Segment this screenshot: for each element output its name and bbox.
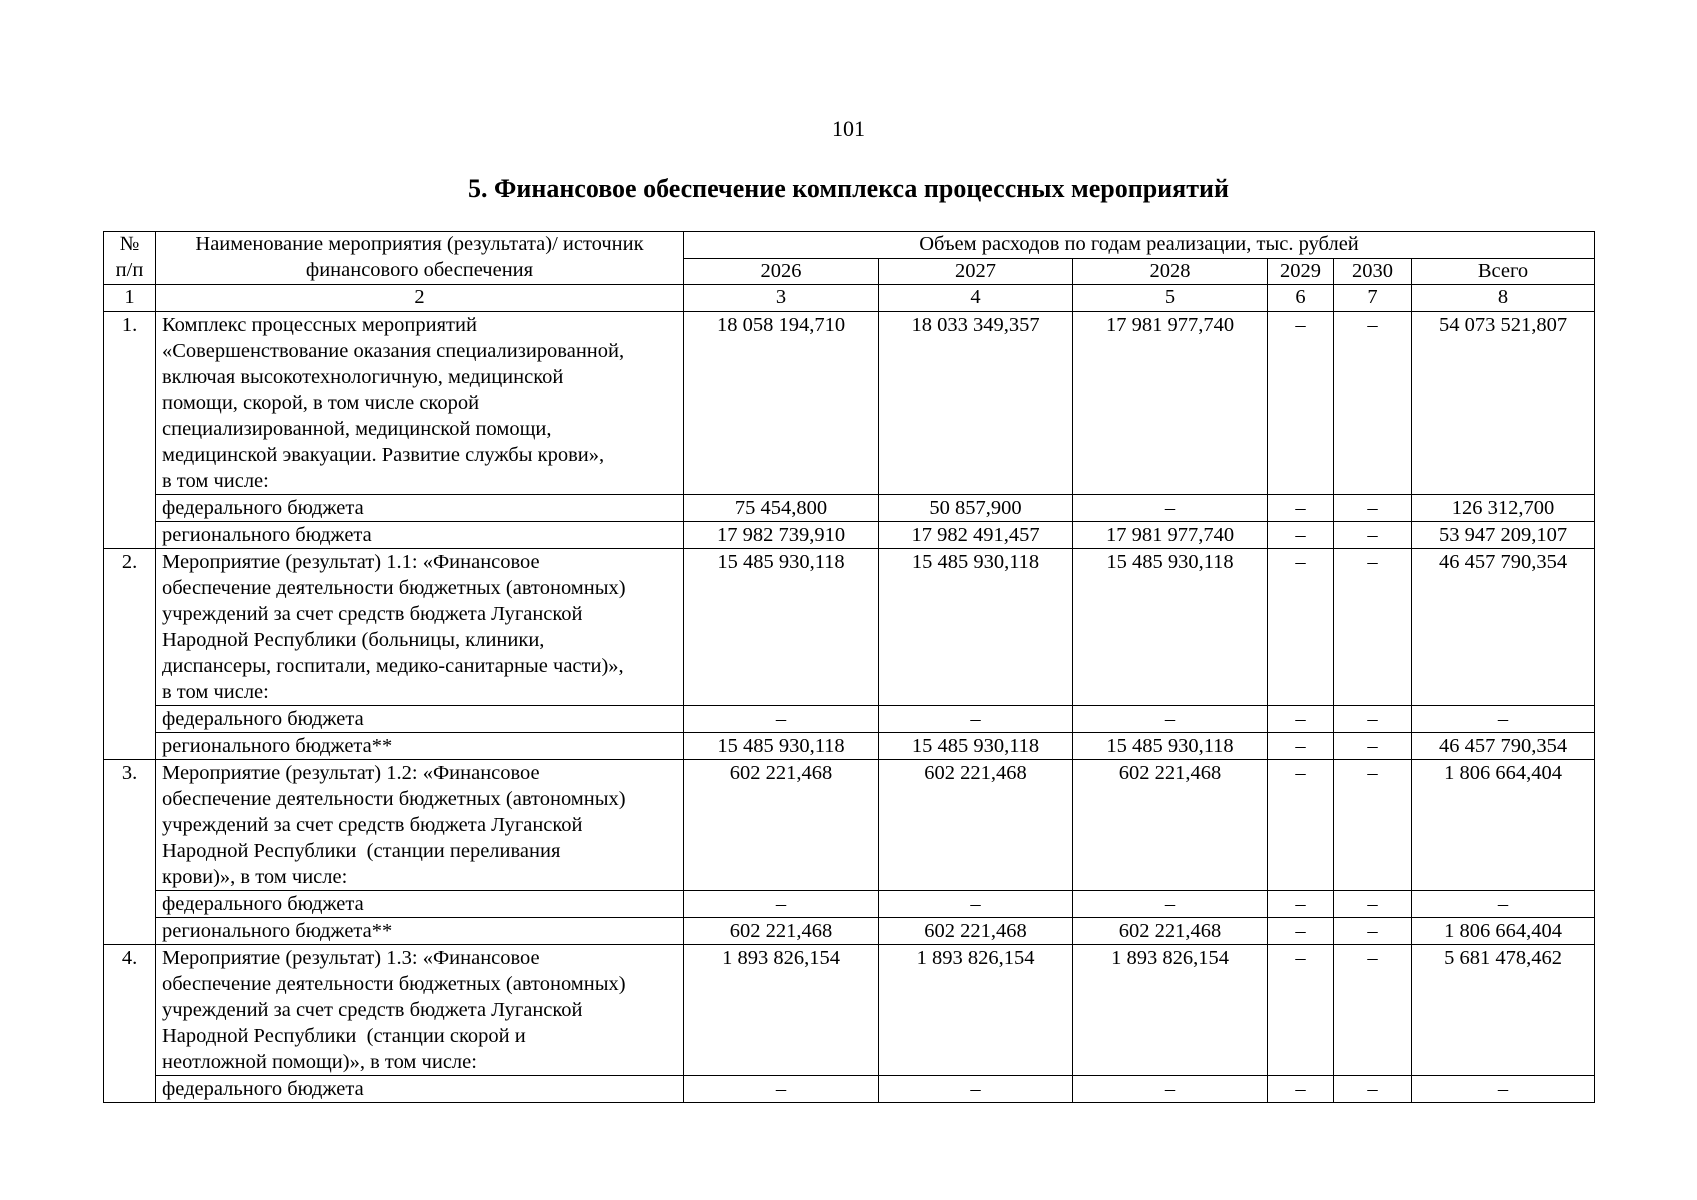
value-cell: –: [1334, 494, 1412, 521]
value-cell: 18 058 194,710: [684, 311, 879, 494]
funding-source-label: федерального бюджета: [156, 705, 684, 732]
activity-name-line: «Совершенствование оказания специализированной,: [162, 339, 625, 362]
value-cell: –: [684, 890, 879, 917]
financing-table: [103, 231, 1595, 1103]
header-row-1: [104, 232, 1595, 259]
value-cell: –: [1268, 917, 1334, 944]
column-number: 7: [1334, 285, 1412, 312]
header-volume-title: Объем расходов по годам реализации, тыс. рублей: [684, 232, 1595, 259]
header-year-2026: 2026: [684, 258, 879, 285]
value-cell: 17 981 977,740: [1073, 521, 1268, 548]
funding-source-label: федерального бюджета: [156, 1075, 684, 1102]
header-year-2028: 2028: [1073, 258, 1268, 285]
section-title: 5. Финансовое обеспечение комплекса процессных мероприятий: [468, 174, 1229, 203]
activity-name-line: медицинской эвакуации. Развитие службы крови»,: [162, 443, 605, 466]
value-cell: –: [1268, 944, 1334, 1075]
value-cell: –: [1073, 1075, 1268, 1102]
activity-name-line: в том числе:: [162, 680, 269, 703]
column-number: 8: [1412, 285, 1595, 312]
value-cell: 602 221,468: [684, 759, 879, 890]
value-cell: –: [879, 705, 1073, 732]
table-subrow: [104, 494, 1595, 521]
table-row: [104, 759, 1595, 890]
table-subrow: [104, 917, 1595, 944]
funding-source-label: регионального бюджета**: [156, 917, 684, 944]
value-cell: 602 221,468: [1073, 759, 1268, 890]
value-cell: 53 947 209,107: [1412, 521, 1595, 548]
funding-source-label: федерального бюджета: [156, 890, 684, 917]
value-cell: –: [1334, 759, 1412, 890]
value-cell: –: [1412, 705, 1595, 732]
header-name-line1: Наименование мероприятия (результата)/ источник: [195, 233, 644, 255]
table-subrow: [104, 705, 1595, 732]
value-cell: –: [1412, 1075, 1595, 1102]
value-cell: 15 485 930,118: [879, 732, 1073, 759]
value-cell: 18 033 349,357: [879, 311, 1073, 494]
value-cell: –: [879, 1075, 1073, 1102]
table-subrow: [104, 732, 1595, 759]
value-cell: 602 221,468: [1073, 917, 1268, 944]
value-cell: 15 485 930,118: [879, 548, 1073, 705]
value-cell: –: [1073, 705, 1268, 732]
row-number: 1.: [104, 311, 156, 548]
value-cell: –: [1268, 521, 1334, 548]
value-cell: –: [1268, 759, 1334, 890]
value-cell: –: [1334, 917, 1412, 944]
value-cell: 46 457 790,354: [1412, 548, 1595, 705]
row-number: 3.: [104, 759, 156, 944]
value-cell: 15 485 930,118: [1073, 548, 1268, 705]
value-cell: –: [1268, 1075, 1334, 1102]
activity-name-line: обеспечение деятельности бюджетных (автономных): [162, 576, 626, 599]
value-cell: 75 454,800: [684, 494, 879, 521]
value-cell: 602 221,468: [684, 917, 879, 944]
value-cell: –: [1268, 311, 1334, 494]
value-cell: –: [684, 1075, 879, 1102]
value-cell: 1 893 826,154: [879, 944, 1073, 1075]
column-number: 4: [879, 285, 1073, 312]
activity-name-line: неотложной помощи)», в том числе:: [162, 1050, 477, 1073]
value-cell: 15 485 930,118: [1073, 732, 1268, 759]
value-cell: 17 982 491,457: [879, 521, 1073, 548]
value-cell: 46 457 790,354: [1412, 732, 1595, 759]
column-number: 3: [684, 285, 879, 312]
activity-name-line: учреждений за счет средств бюджета Луганской: [162, 998, 583, 1021]
header-year-2027: 2027: [879, 258, 1073, 285]
activity-name-line: обеспечение деятельности бюджетных (автономных): [162, 972, 626, 995]
value-cell: 1 893 826,154: [1073, 944, 1268, 1075]
activity-name-line: Мероприятие (результат) 1.1: «Финансовое: [162, 550, 540, 573]
value-cell: –: [1334, 521, 1412, 548]
activity-name-line: диспансеры, госпитали, медико-санитарные части)»,: [162, 654, 624, 677]
header-num-line1: №: [119, 233, 140, 255]
value-cell: 1 806 664,404: [1412, 917, 1595, 944]
value-cell: –: [879, 890, 1073, 917]
value-cell: –: [1334, 311, 1412, 494]
activity-name-line: учреждений за счет средств бюджета Луганской: [162, 602, 583, 625]
activity-name-line: Народной Республики (станции скорой и: [162, 1024, 526, 1047]
value-cell: 602 221,468: [879, 917, 1073, 944]
funding-source-label: федерального бюджета: [156, 494, 684, 521]
activity-name-line: Мероприятие (результат) 1.2: «Финансовое: [162, 761, 540, 784]
activity-name: [156, 311, 684, 494]
header-num-cell: [104, 232, 156, 285]
header-year-2029: 2029: [1268, 258, 1334, 285]
value-cell: 54 073 521,807: [1412, 311, 1595, 494]
header-year-2030: 2030: [1334, 258, 1412, 285]
activity-name-line: Мероприятие (результат) 1.3: «Финансовое: [162, 946, 540, 969]
value-cell: –: [1268, 732, 1334, 759]
value-cell: –: [684, 705, 879, 732]
value-cell: –: [1268, 548, 1334, 705]
activity-name: [156, 759, 684, 890]
value-cell: 1 893 826,154: [684, 944, 879, 1075]
value-cell: –: [1334, 890, 1412, 917]
value-cell: –: [1334, 732, 1412, 759]
table-subrow: [104, 1075, 1595, 1102]
value-cell: 126 312,700: [1412, 494, 1595, 521]
value-cell: –: [1334, 548, 1412, 705]
value-cell: 15 485 930,118: [684, 548, 879, 705]
funding-source-label: регионального бюджета**: [156, 732, 684, 759]
table-row: [104, 311, 1595, 494]
activity-name-line: крови)», в том числе:: [162, 865, 348, 888]
value-cell: 5 681 478,462: [1412, 944, 1595, 1075]
table-subrow: [104, 521, 1595, 548]
activity-name-line: Народной Республики (станции переливания: [162, 839, 561, 862]
value-cell: 15 485 930,118: [684, 732, 879, 759]
activity-name-line: помощи, скорой, в том числе скорой: [162, 391, 480, 414]
activity-name: [156, 944, 684, 1075]
column-number: 2: [156, 285, 684, 312]
column-number: 6: [1268, 285, 1334, 312]
row-number: 2.: [104, 548, 156, 759]
activity-name-line: специализированной, медицинской помощи,: [162, 417, 552, 440]
table-subrow: [104, 890, 1595, 917]
activity-name-line: учреждений за счет средств бюджета Луганской: [162, 813, 583, 836]
value-cell: 1 806 664,404: [1412, 759, 1595, 890]
header-total: Всего: [1412, 258, 1595, 285]
column-number: 5: [1073, 285, 1268, 312]
value-cell: –: [1334, 944, 1412, 1075]
value-cell: 602 221,468: [879, 759, 1073, 890]
activity-name-line: Народной Республики (больницы, клиники,: [162, 628, 545, 651]
value-cell: –: [1073, 890, 1268, 917]
value-cell: 50 857,900: [879, 494, 1073, 521]
value-cell: 17 982 739,910: [684, 521, 879, 548]
activity-name-line: Комплекс процессных мероприятий: [162, 313, 477, 336]
value-cell: –: [1334, 705, 1412, 732]
table-row: [104, 548, 1595, 705]
value-cell: 17 981 977,740: [1073, 311, 1268, 494]
header-num-line2: п/п: [115, 258, 144, 281]
value-cell: –: [1334, 1075, 1412, 1102]
value-cell: –: [1268, 494, 1334, 521]
value-cell: –: [1268, 705, 1334, 732]
header-name-line2: финансового обеспечения: [305, 258, 534, 281]
header-row-column-numbers: [104, 285, 1595, 312]
row-number: 4.: [104, 944, 156, 1102]
column-number: 1: [104, 285, 156, 312]
page-number: 101: [832, 116, 865, 141]
value-cell: –: [1073, 494, 1268, 521]
activity-name-line: обеспечение деятельности бюджетных (автономных): [162, 787, 626, 810]
activity-name: [156, 548, 684, 705]
value-cell: –: [1412, 890, 1595, 917]
activity-name-line: в том числе:: [162, 469, 269, 492]
table-row: [104, 944, 1595, 1075]
funding-source-label: регионального бюджета: [156, 521, 684, 548]
value-cell: –: [1268, 890, 1334, 917]
header-name-cell: [156, 232, 684, 285]
activity-name-line: включая высокотехнологичную, медицинской: [162, 365, 564, 388]
